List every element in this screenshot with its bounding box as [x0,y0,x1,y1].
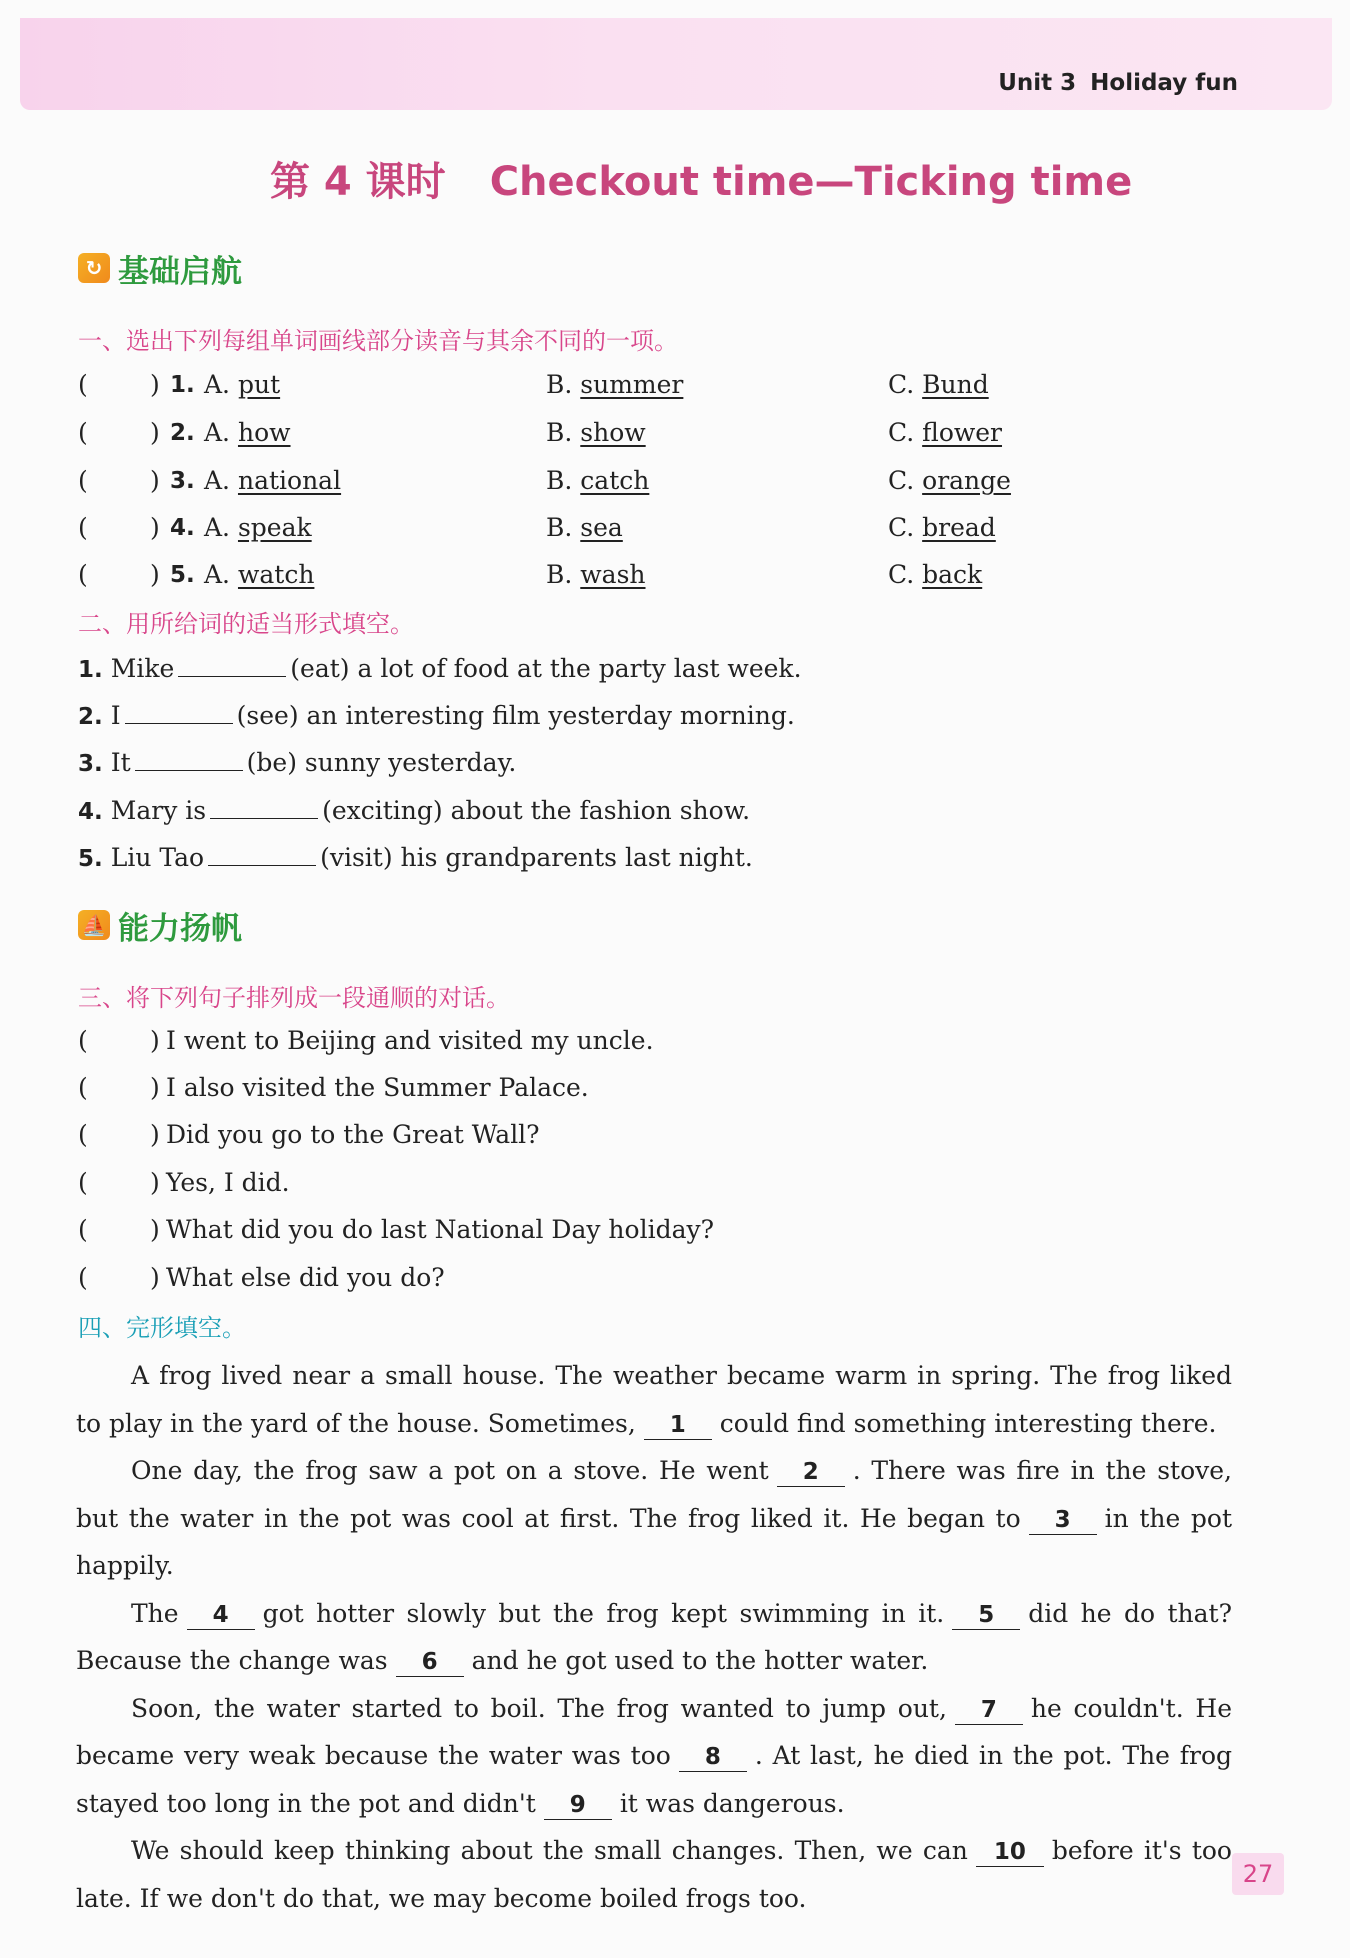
cloze-blank[interactable]: 6 [396,1648,464,1677]
fill-item: 5. Liu Tao (visit) his grandparents last night. [78,837,1238,877]
answer-paren-close: ) [150,1073,160,1102]
cloze-paragraph: Soon, the water started to boil. The frog wanted to jump out, 7 he couldn't. He became very weak because the water was too 8 . At last, he died in the pot. The frog stayed too long in the pot and didn't 9 it was dangerous. [76,1693,1232,1818]
answer-paren-close: ) [150,513,160,542]
cloze-paragraph: A frog lived near a small house. The weather became warm in spring. The frog liked to play in the yard of the house. Sometimes, 1 could find something interesting there. [76,1361,1232,1438]
section-basic-label: 基础启航 [118,253,242,290]
answer-paren-close: ) [150,560,160,589]
cloze-paragraph: One day, the frog saw a pot on a stove. He went 2 . There was fire in the stove, but the water in the pot was cool at first. The frog liked it. He began to 3 in the pot happily. [76,1456,1232,1580]
lesson-title [270,150,1132,207]
lesson-name: Checkout time—Ticking time [489,159,1133,205]
order-line: ( ) Yes, I did. [78,1163,1238,1203]
answer-paren-close: ) [150,418,160,447]
answer-paren-close: ) [150,1168,160,1197]
answer-paren-open[interactable]: ( [78,1120,88,1149]
part1-row [78,555,1238,595]
part1-row [78,508,1238,548]
cloze-blank[interactable]: 7 [955,1696,1023,1725]
order-line: ( ) I went to Beijing and visited my uncle. [78,1021,1238,1061]
answer-blank[interactable] [208,837,316,866]
option-a: A. watch [204,560,315,589]
cloze-blank[interactable]: 5 [952,1601,1020,1630]
option-a: A. speak [204,513,312,542]
answer-paren-close: ) [150,370,160,399]
option-a: A. national [204,466,342,495]
header-band [20,18,1332,110]
answer-paren-close: ) [150,1215,160,1244]
answer-paren-close: ) [150,1026,160,1055]
answer-paren-open[interactable]: ( [78,370,88,399]
answer-paren-open[interactable]: ( [78,560,88,589]
cloze-blank[interactable]: 4 [187,1601,255,1630]
cloze-blank[interactable]: 1 [644,1411,712,1440]
section-basic [78,250,242,290]
option-b: B. show [546,418,646,447]
cloze-paragraph: The 4 got hotter slowly but the frog kept swimming in it. 5 did he do that? Because the change was 6 and he got used to the hotter water. [76,1598,1232,1675]
answer-paren-open[interactable]: ( [78,1073,88,1102]
part2-heading: 二、用所给词的适当形式填空。 [78,610,414,638]
order-line: ( ) Did you go to the Great Wall? [78,1115,1238,1155]
cloze-blank[interactable]: 2 [777,1458,845,1487]
cloze-blank[interactable]: 8 [679,1743,747,1772]
order-line: ( ) What else did you do? [78,1258,1238,1298]
question-number: 4. [170,515,195,541]
fill-item: 3. It (be) sunny yesterday. [78,742,1238,782]
option-b: B. wash [546,560,646,589]
option-c: C. bread [888,513,996,542]
option-b: B. sea [546,513,623,542]
question-number: 2. [170,420,195,446]
question-number: 1. [170,372,195,398]
answer-blank[interactable] [210,790,318,819]
part1-row [78,365,1238,405]
cloze-passage [76,1352,1232,1922]
lesson-number: 第 4 课时 [270,159,446,205]
part1-row [78,413,1238,453]
cloze-blank[interactable]: 10 [976,1838,1044,1867]
unit-topic: Holiday fun [1090,70,1238,96]
answer-paren-close: ) [150,466,160,495]
unit-number: Unit 3 [998,70,1077,96]
cloze-paragraph: We should keep thinking about the small changes. Then, we can 10 before it's too late. If we don't do that, we may become boiled frogs too. [76,1836,1232,1913]
order-line: ( ) I also visited the Summer Palace. [78,1068,1238,1108]
option-a: A. how [204,418,291,447]
option-c: C. flower [888,418,1003,447]
section-ability-label: 能力扬帆 [118,910,242,947]
option-b: B. catch [546,466,650,495]
answer-paren-open[interactable]: ( [78,418,88,447]
answer-paren-open[interactable]: ( [78,1215,88,1244]
fill-item: 4. Mary is (exciting) about the fashion show. [78,790,1238,830]
section-ability [78,907,242,947]
answer-blank[interactable] [178,648,286,677]
cloze-blank[interactable]: 3 [1029,1506,1097,1535]
foundation-icon: ↻ [78,253,110,283]
answer-paren-open[interactable]: ( [78,513,88,542]
answer-paren-open[interactable]: ( [78,1168,88,1197]
option-c: C. Bund [888,370,989,399]
question-number: 3. [170,468,195,494]
sail-icon: ⛵ [78,910,110,940]
part1-heading: 一、选出下列每组单词画线部分读音与其余不同的一项。 [78,327,678,355]
fill-item: 2. I (see) an interesting film yesterday morning. [78,695,1238,735]
part3-heading: 三、将下列句子排列成一段通顺的对话。 [78,984,510,1012]
answer-paren-close: ) [150,1263,160,1292]
cloze-blank[interactable]: 9 [544,1791,612,1820]
page-number: 27 [1232,1853,1284,1895]
part4-heading: 四、完形填空。 [78,1314,246,1342]
answer-paren-open[interactable]: ( [78,1026,88,1055]
option-a: A. put [204,370,281,399]
answer-paren-close: ) [150,1120,160,1149]
option-c: C. orange [888,466,1011,495]
unit-label [998,70,1238,96]
answer-paren-open[interactable]: ( [78,466,88,495]
question-number: 5. [170,562,195,588]
answer-blank[interactable] [135,742,243,771]
part1-row [78,461,1238,501]
answer-blank[interactable] [125,695,233,724]
fill-item: 1. Mike (eat) a lot of food at the party last week. [78,648,1238,688]
order-line: ( ) What did you do last National Day holiday? [78,1210,1238,1250]
option-c: C. back [888,560,983,589]
option-b: B. summer [546,370,684,399]
answer-paren-open[interactable]: ( [78,1263,88,1292]
